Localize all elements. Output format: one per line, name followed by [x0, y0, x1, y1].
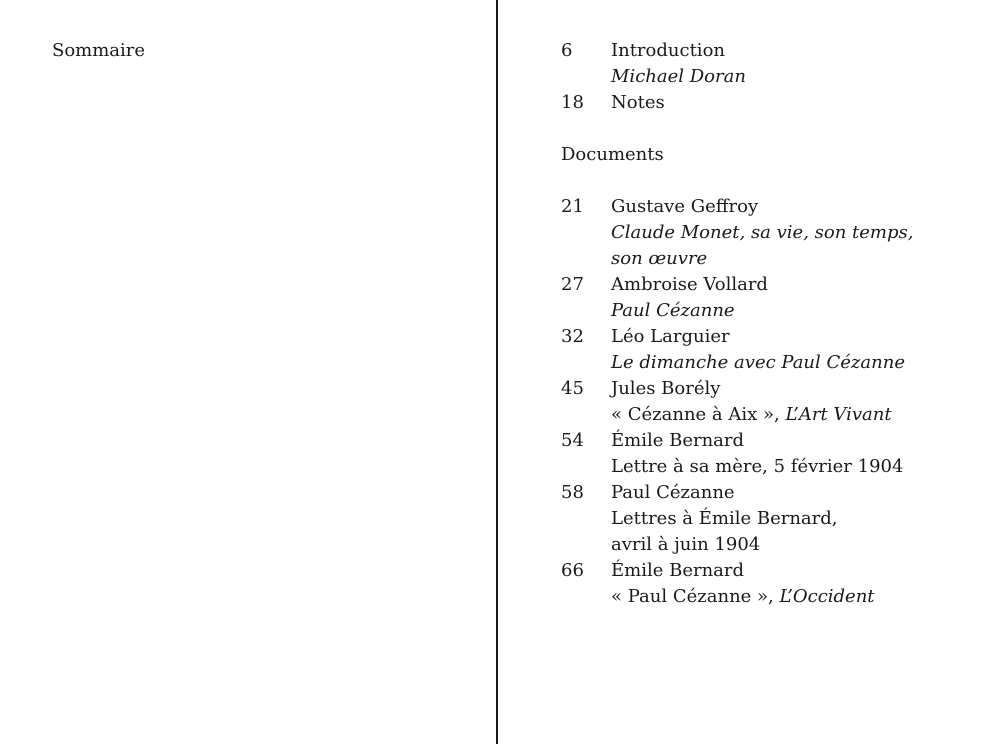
entry-subtitle: Le dimanche avec Paul Cézanne: [611, 352, 905, 373]
entry-subtitle-line2: [611, 532, 981, 558]
entry-title: Émile Bernard: [611, 430, 745, 451]
table-of-contents: [561, 38, 981, 610]
page-number: 27: [561, 274, 584, 295]
toc-entry-geffroy: [561, 194, 981, 272]
page-number: 54: [561, 430, 584, 451]
toc-entry-bernard-letter: [561, 428, 981, 480]
entry-title: Notes: [611, 92, 665, 113]
entry-subtitle: [611, 584, 981, 610]
entry-title: Paul Cézanne: [611, 482, 735, 503]
page-number: 58: [561, 482, 584, 503]
sommaire-heading: Sommaire: [52, 40, 146, 61]
toc-entry-larguier: [561, 324, 981, 376]
entry-subtitle: [611, 402, 981, 428]
page-number: 45: [561, 378, 584, 399]
toc-entry-cezanne-letters: [561, 480, 981, 558]
entry-title: Gustave Geffroy: [611, 196, 759, 217]
page-number: 6: [561, 40, 573, 61]
subtitle-text: avril à juin 1904: [611, 534, 761, 555]
entry-subtitle-line1: [611, 506, 981, 532]
page-number: 66: [561, 560, 584, 581]
subtitle-article: « Paul Cézanne »,: [611, 586, 780, 607]
toc-entry-notes: [561, 90, 981, 116]
page-number: 18: [561, 92, 584, 113]
entry-author: Michael Doran: [611, 66, 746, 87]
subtitle-text: Lettre à sa mère, 5 février 1904: [611, 456, 904, 477]
subtitle-text: Lettres à Émile Bernard,: [611, 508, 838, 529]
entry-title: Émile Bernard: [611, 560, 745, 581]
entry-title: Introduction: [611, 40, 725, 61]
page-number: 21: [561, 196, 584, 217]
subtitle-publication: L’Art Vivant: [785, 404, 892, 425]
entry-subtitle: Paul Cézanne: [611, 300, 735, 321]
entry-subtitle-line2: son œuvre: [611, 248, 708, 269]
entry-title: Jules Borély: [611, 378, 721, 399]
entry-title: Ambroise Vollard: [611, 274, 768, 295]
right-page: [498, 0, 992, 744]
subtitle-article: « Cézanne à Aix »,: [611, 404, 786, 425]
documents-section-heading: Documents: [561, 144, 664, 165]
page-number: 32: [561, 326, 584, 347]
toc-entry-bernard-article: [561, 558, 981, 610]
toc-entry-introduction: [561, 38, 981, 90]
subtitle-publication: L’Occident: [779, 586, 875, 607]
entry-title: Léo Larguier: [611, 326, 730, 347]
entry-subtitle-line1: Claude Monet, sa vie, son temps,: [611, 222, 914, 243]
entry-subtitle: [611, 454, 981, 480]
toc-entry-borely: [561, 376, 981, 428]
toc-entry-vollard: [561, 272, 981, 324]
